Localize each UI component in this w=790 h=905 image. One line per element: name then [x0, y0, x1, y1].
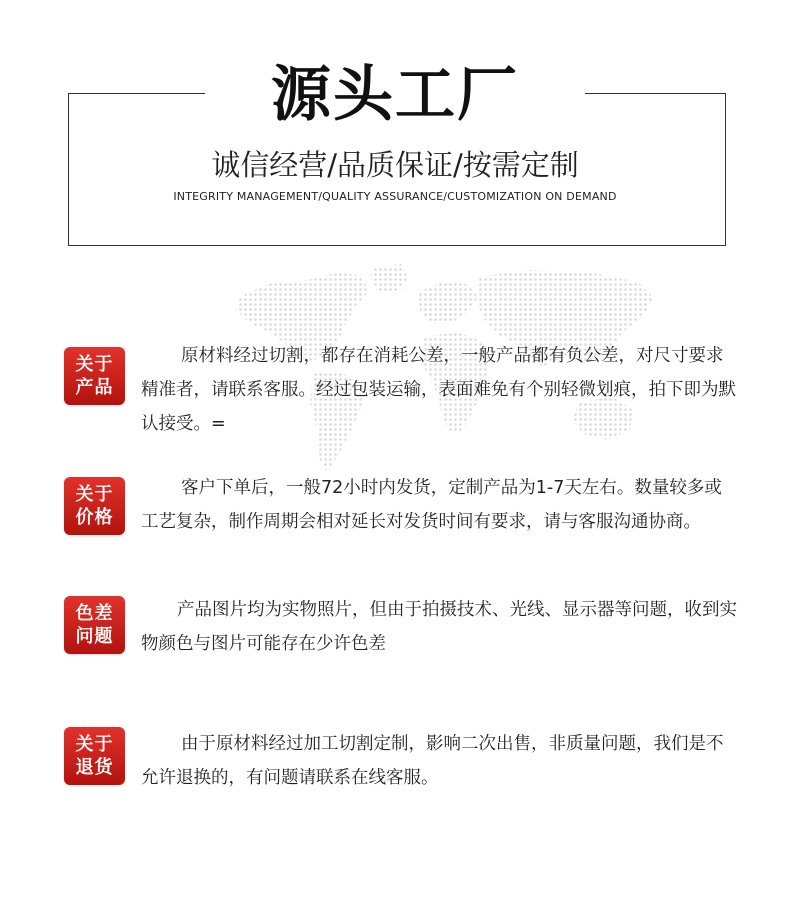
badge-line-1: 关于 [75, 484, 114, 505]
section-text-returns: 由于原材料经过加工切割定制，影响二次出售，非质量问题，我们是不允许退换的，有问题请联系在线客服。 [141, 734, 724, 788]
badge-about-returns [64, 727, 125, 785]
section-text-price: 客户下单后，一般72小时内发货，定制产品为1-7天左右。数量较多或工艺复杂，制作周期会相对延长对发货时间有要求，请与客服沟通协商。 [141, 478, 722, 532]
badge-line-1: 色差 [75, 603, 114, 624]
badge-line-1: 关于 [75, 734, 114, 755]
page-subtitle: 诚信经营/品质保证/按需定制 [211, 148, 579, 182]
badge-line-2: 产品 [75, 377, 114, 398]
badge-line-1: 关于 [75, 354, 114, 375]
badge-line-2: 问题 [75, 626, 114, 647]
page-title: 源头工厂 [271, 60, 519, 130]
section-text-product: 原材料经过切割，都存在消耗公差，一般产品都有负公差，对尺寸要求精准者，请联系客服。经过包装运输，表面难免有个别轻微划痕，拍下即为默认接受。= [141, 346, 736, 434]
section-text-color: 产品图片均为实物照片，但由于拍摄技术、光线、显示器等问题，收到实物颜色与图片可能存在少许色差 [141, 600, 737, 654]
badge-about-product [64, 347, 125, 405]
badge-about-price [64, 477, 125, 535]
badge-color-difference [64, 596, 125, 654]
badge-line-2: 退货 [75, 757, 114, 778]
badge-line-2: 价格 [75, 507, 114, 528]
page-subtitle-english: INTEGRITY MANAGEMENT/QUALITY ASSURANCE/CUSTOMIZATION ON DEMAND [173, 190, 617, 203]
